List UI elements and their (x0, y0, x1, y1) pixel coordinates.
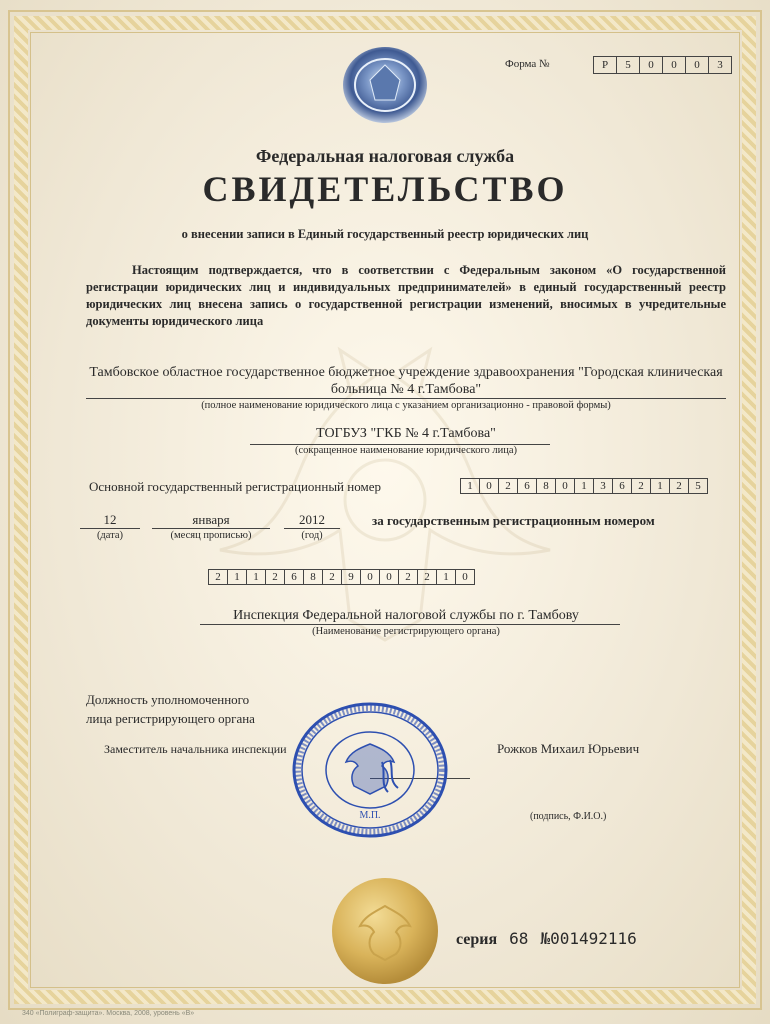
registering-authority: Инспекция Федеральной налоговой службы по г. Тамбову (233, 608, 579, 623)
signature-caption: (подпись, Ф.И.О.) (530, 811, 607, 822)
full-name-caption: (полное наименование юридического лица с указанием организационно - правовой формы) (201, 400, 611, 411)
ogrn-digit: 0 (479, 478, 499, 494)
document-subtitle: о внесении записи в Единый государственный реестр юридических лиц (181, 227, 589, 241)
document-title: СВИДЕТЕЛЬСТВО (202, 169, 568, 209)
form-number-boxes (594, 56, 732, 74)
form-digit: 3 (708, 56, 732, 74)
series-label: серия (456, 931, 498, 948)
ogrn-digit: 3 (593, 478, 613, 494)
form-digit: 0 (662, 56, 686, 74)
signer-position: Заместитель начальника инспекции (104, 742, 287, 756)
authority-caption: (Наименование регистрирующего органа) (312, 626, 500, 637)
ogrn-digit: 5 (688, 478, 708, 494)
grn-digit: 2 (322, 569, 342, 585)
ogrn-digit: 1 (574, 478, 594, 494)
stamp-mark: М.П. (359, 810, 381, 821)
date-day: 12 (103, 512, 117, 527)
grn-digit: 1 (436, 569, 456, 585)
form-digit: 0 (639, 56, 663, 74)
ogrn-digit: 2 (498, 478, 518, 494)
date-year-underline (284, 528, 340, 529)
gold-seal-icon (330, 876, 440, 986)
grn-number-boxes (209, 569, 475, 585)
date-day-caption: (дата) (96, 530, 124, 541)
ogrn-digit: 6 (517, 478, 537, 494)
grn-digit: 1 (246, 569, 266, 585)
ogrn-digit: 0 (555, 478, 575, 494)
date-year-caption: (год) (301, 530, 323, 541)
agency-name: Федеральная налоговая служба (255, 146, 515, 166)
grn-digit: 6 (284, 569, 304, 585)
signer-name: Рожков Михаил Юрьевич (497, 741, 640, 756)
ogrn-digit: 6 (612, 478, 632, 494)
form-label: Форма № (505, 58, 550, 70)
date-year: 2012 (299, 512, 325, 527)
official-stamp-icon (290, 700, 450, 840)
date-day-underline (80, 528, 140, 529)
grn-digit: 9 (341, 569, 361, 585)
entity-full-name: Тамбовское областное государственное бюджетное учреждение здравоохранения "Городская клиническая больница № 4 г.Тамбова" (89, 365, 723, 397)
document-number: №001492116 (540, 929, 637, 948)
grn-digit: 0 (455, 569, 475, 585)
grn-digit: 0 (360, 569, 380, 585)
form-digit: Р (593, 56, 617, 74)
authorized-position-label (86, 690, 255, 728)
short-name-caption: (сокращенное наименование юридического лица) (294, 445, 518, 456)
form-digit: 5 (616, 56, 640, 74)
position-line-1: Должность уполномоченного (86, 692, 250, 707)
ogrn-digit: 2 (631, 478, 651, 494)
registration-number-label: за государственным регистрационным номером (372, 513, 655, 528)
grn-digit: 2 (417, 569, 437, 585)
ogrn-label: Основной государственный регистрационный номер (89, 479, 381, 494)
series-number: 68 (509, 929, 529, 948)
position-line-2: лица регистрирующего органа (86, 711, 255, 726)
ogrn-digit: 1 (650, 478, 670, 494)
certification-text: Настоящим подтверждается, что в соответствии с Федеральным законом «О государственной регистрации юридических лиц и индивидуальных предпринимателей» в единый государственный реестр юридических лиц внесена запись о государственной регистрации изменений, вносимых в учредительные документы юридического лица (86, 263, 726, 328)
ogrn-number-boxes (461, 478, 708, 494)
date-month: января (192, 512, 230, 527)
grn-digit: 2 (398, 569, 418, 585)
ogrn-digit: 8 (536, 478, 556, 494)
series-block (456, 929, 637, 949)
grn-digit: 2 (265, 569, 285, 585)
form-digit: 0 (685, 56, 709, 74)
date-month-underline (152, 528, 270, 529)
date-month-caption: (месяц прописью) (170, 530, 252, 541)
ogrn-digit: 2 (669, 478, 689, 494)
full-name-underline (86, 398, 726, 399)
grn-digit: 0 (379, 569, 399, 585)
grn-digit: 1 (227, 569, 247, 585)
hologram-emblem-icon (340, 45, 430, 125)
grn-digit: 2 (208, 569, 228, 585)
authority-underline (200, 624, 620, 625)
entity-short-name: ТОГБУЗ "ГКБ № 4 г.Тамбова" (316, 426, 496, 441)
grn-digit: 8 (303, 569, 323, 585)
printer-footer: 340 «Полиграф-защита». Москва, 2008, уровень «В» (22, 1010, 195, 1017)
ogrn-digit: 1 (460, 478, 480, 494)
